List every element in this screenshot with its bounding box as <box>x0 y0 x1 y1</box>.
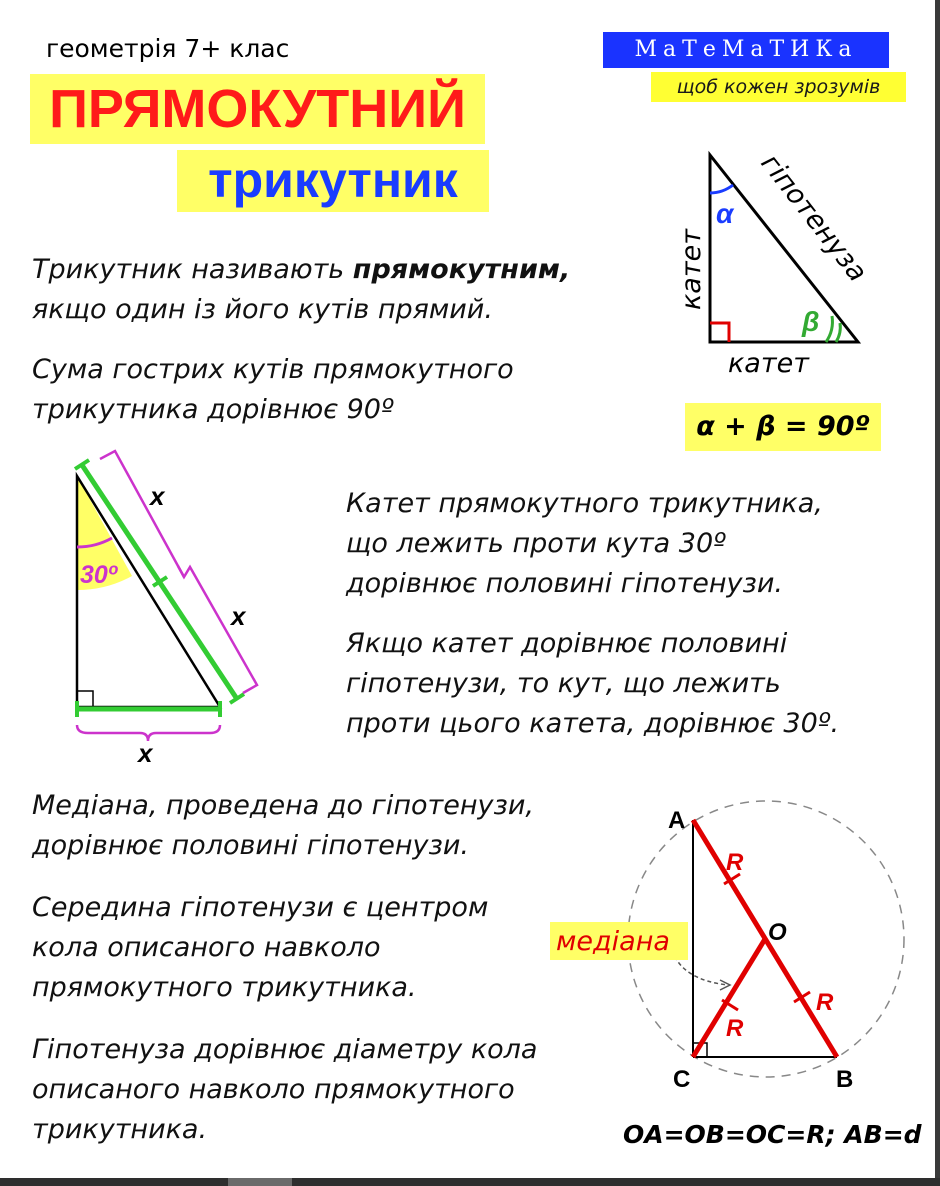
angle-sum-line1: Сума гострих кутів прямокутного <box>32 354 514 385</box>
converse-30-text <box>346 624 839 744</box>
diameter-line3: трикутника. <box>32 1114 208 1145</box>
property-line3: дорівнює половині гіпотенузи. <box>346 568 783 599</box>
angle-sum-formula: α + β = 90º <box>685 403 881 451</box>
x-label-bottom: x <box>138 738 153 768</box>
angle-sum-text <box>32 350 514 430</box>
radius-label-2: R <box>816 989 834 1016</box>
circumcircle-figure <box>540 800 920 1100</box>
radius-formula: OA=OB=OC=R; AB=d <box>623 1120 922 1149</box>
hypotenuse-label: гіпотенуза <box>754 148 873 288</box>
point-b-label: B <box>836 1066 854 1093</box>
point-a-label: A <box>668 807 686 834</box>
median-line2: дорівнює половині гіпотенузи. <box>32 830 469 861</box>
angle-sum-line2: трикутника дорівнює 90º <box>32 394 394 425</box>
alpha-label: α <box>716 198 734 229</box>
property-line1: Катет прямокутного трикутника, <box>346 488 823 519</box>
center-line3: прямокутного трикутника. <box>32 972 417 1003</box>
title-line2: трикутник <box>177 150 489 212</box>
brand-tagline: щоб кожен зрозумів <box>651 72 906 102</box>
point-c-label: C <box>673 1066 691 1093</box>
alpha-arc <box>710 185 733 193</box>
brand-logo: МаТеМаТИКа <box>603 32 889 68</box>
window-frame-right <box>935 0 940 1186</box>
converse-line1: Якщо катет дорівнює половині <box>346 628 788 659</box>
center-text <box>32 888 488 1008</box>
median-label: медіана <box>556 926 670 957</box>
center-line2: кола описаного навколо <box>32 932 381 963</box>
property-30-text <box>346 484 823 604</box>
right-angle-mark <box>710 323 729 342</box>
diameter-line1: Гіпотенуза дорівнює діаметру кола <box>32 1034 538 1065</box>
leg-left-label: катет <box>676 229 707 310</box>
title-line1: ПРЯМОКУТНИЙ <box>30 74 485 144</box>
median-text <box>32 786 534 866</box>
diameter-text <box>32 1030 537 1150</box>
subject-label: геометрія 7+ клас <box>46 34 290 63</box>
definition-line2: якщо один із його кутів прямий. <box>32 294 493 325</box>
radius-label-1: R <box>726 849 744 876</box>
converse-line3: проти цього катета, дорівнює 30º. <box>346 708 840 739</box>
radius-label-3: R <box>726 1015 744 1042</box>
x-label-mid: x <box>231 601 246 631</box>
point-o-label: O <box>768 919 787 946</box>
right-angle-mark-2 <box>77 691 93 707</box>
beta-label: β <box>802 306 820 337</box>
x-label-top: x <box>150 481 165 511</box>
diameter-line2: описаного навколо прямокутного <box>32 1074 515 1105</box>
leg-bottom-label: катет <box>728 348 809 379</box>
thirty-degree-figure <box>60 455 280 775</box>
definition-bold: прямокутним, <box>352 254 571 285</box>
arrow-head <box>720 980 730 990</box>
median-line1: Медіана, проведена до гіпотенузи, <box>32 790 534 821</box>
definition-line1 <box>32 250 570 290</box>
scroll-thumb[interactable] <box>228 1178 292 1186</box>
property-line2: що лежить проти кута 30º <box>346 528 726 559</box>
center-line1: Середина гіпотенузи є центром <box>32 892 489 923</box>
right-triangle-figure <box>660 145 890 385</box>
angle-label-30: 30º <box>80 561 117 589</box>
window-frame-bottom <box>0 1178 940 1186</box>
definition-text <box>32 250 570 330</box>
beta-arc-2 <box>836 323 840 342</box>
beta-arc <box>826 316 832 342</box>
definition-part1: Трикутник називають <box>32 254 353 285</box>
converse-line2: гіпотенузи, то кут, що лежить <box>346 668 781 699</box>
